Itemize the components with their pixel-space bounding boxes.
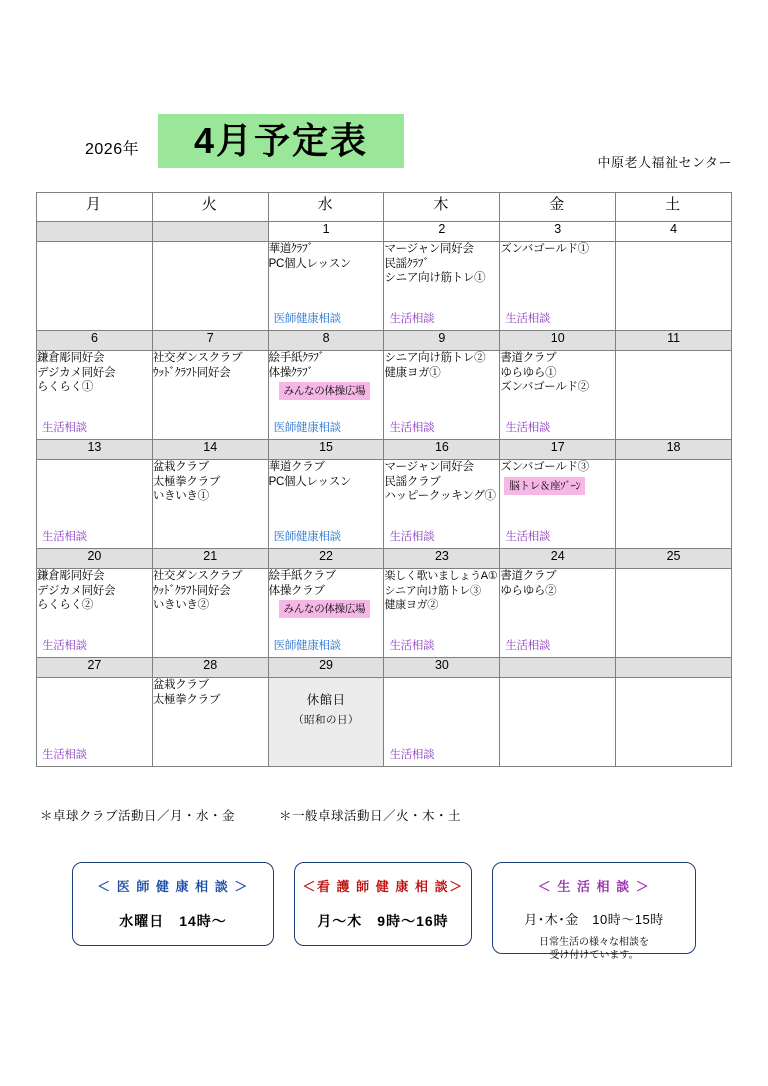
day-cell xyxy=(152,242,268,331)
date-cell: 3 xyxy=(500,222,616,242)
consult-label: 生活相談 xyxy=(389,640,435,652)
event-text: ゆらゆら① xyxy=(500,366,557,379)
event-text: らくらく① xyxy=(37,381,93,393)
event-text: シニア向け筋トレ① xyxy=(384,272,486,284)
day-cell xyxy=(152,678,268,767)
event-text: 絵手紙クラブ xyxy=(268,570,336,582)
event-text: シニア向け筋トレ② xyxy=(384,352,486,364)
event-text: 書道クラブ xyxy=(500,570,557,582)
consult-label: 生活相談 xyxy=(42,640,87,652)
weekday-fri: 金 xyxy=(500,193,616,222)
life-consult-box xyxy=(492,862,696,961)
day-cell xyxy=(616,242,732,331)
date-row xyxy=(37,658,732,678)
date-cell xyxy=(500,658,616,678)
date-cell: 7 xyxy=(152,331,268,351)
info-box-group xyxy=(72,858,696,961)
consult-label: 医師健康相談 xyxy=(273,313,341,325)
event-badge: みんなの体操広場 xyxy=(279,382,371,400)
doctor-consult-hours: 水曜日 14時〜 xyxy=(119,913,227,929)
nurse-consult-hours: 月〜木 9時〜16時 xyxy=(317,913,449,929)
date-row xyxy=(37,440,732,460)
event-text: 華道クラブ xyxy=(268,461,325,473)
day-cell xyxy=(384,460,500,549)
event-text: マージャン同好会 xyxy=(384,461,474,473)
event-text: PC個人レッスン xyxy=(268,257,352,270)
date-cell: 27 xyxy=(37,658,153,678)
date-cell: 2 xyxy=(384,222,500,242)
date-row xyxy=(37,331,732,351)
day-cell xyxy=(384,351,500,440)
event-text: 絵手紙ｸﾗﾌﾞ xyxy=(268,352,325,364)
date-cell xyxy=(616,658,732,678)
day-cell xyxy=(37,460,153,549)
event-text: 体操ｸﾗﾌﾞ xyxy=(268,366,314,379)
consult-label: 生活相談 xyxy=(505,313,551,325)
event-text: デジカメ同好会 xyxy=(37,584,116,597)
footnotes xyxy=(40,806,732,824)
event-badge: みんなの体操広場 xyxy=(279,600,371,618)
date-cell xyxy=(152,222,268,242)
event-text: 民謡クラブ xyxy=(384,475,441,488)
event-text: いきいき② xyxy=(152,599,209,611)
event-text: 健康ヨガ① xyxy=(384,366,441,379)
event-text: ズンバゴールド③ xyxy=(500,461,589,473)
event-text: 華道ｸﾗﾌﾞ xyxy=(268,243,314,255)
calendar-table xyxy=(36,192,732,767)
footnote-table-tennis-club: ＊卓球クラブ活動日／月・水・金 xyxy=(40,809,236,823)
event-text: 盆栽クラブ xyxy=(152,461,209,473)
date-cell: 25 xyxy=(616,549,732,569)
closed-label: 休館日 xyxy=(306,693,346,707)
event-text: いきいき① xyxy=(152,490,209,502)
weekday-wed: 水 xyxy=(268,193,384,222)
event-text: 健康ヨガ② xyxy=(384,599,438,611)
event-text: デジカメ同好会 xyxy=(37,366,116,379)
consult-label: 医師健康相談 xyxy=(273,640,341,652)
event-row xyxy=(37,569,732,658)
life-consult-note-2: 受け付けています。 xyxy=(549,950,639,961)
date-cell: 16 xyxy=(384,440,500,460)
date-cell: 17 xyxy=(500,440,616,460)
life-consult-note-1: 日常生活の様々な相談を xyxy=(539,937,649,948)
event-text: 社交ダンスクラブ xyxy=(152,352,243,364)
consult-label: 生活相談 xyxy=(389,313,435,325)
day-cell xyxy=(268,242,384,331)
event-badge: 脳トレ＆座ｿﾞｰﾝ xyxy=(504,477,585,495)
weekday-header-row xyxy=(37,193,732,222)
doctor-consult-box xyxy=(72,862,274,946)
day-cell xyxy=(500,242,616,331)
date-cell: 8 xyxy=(268,331,384,351)
consult-label: 生活相談 xyxy=(505,640,551,652)
day-cell xyxy=(616,460,732,549)
event-text: 民謡ｸﾗﾌﾞ xyxy=(384,257,429,270)
date-cell: 4 xyxy=(616,222,732,242)
event-text: 盆栽クラブ xyxy=(152,679,209,691)
page-header xyxy=(40,108,732,180)
consult-label: 生活相談 xyxy=(42,422,87,434)
day-cell xyxy=(384,678,500,767)
event-text: 社交ダンスクラブ xyxy=(152,570,243,582)
consult-label: 医師健康相談 xyxy=(273,422,341,434)
event-text: 鎌倉彫同好会 xyxy=(37,352,105,364)
date-cell: 21 xyxy=(152,549,268,569)
day-cell xyxy=(384,242,500,331)
date-cell: 29 xyxy=(268,658,384,678)
life-consult-title: ＜ 生 活 相 談 ＞ xyxy=(537,879,651,894)
event-text: シニア向け筋トレ③ xyxy=(384,584,481,597)
event-text: ズンバゴールド② xyxy=(500,381,589,393)
day-cell xyxy=(500,351,616,440)
day-cell xyxy=(616,351,732,440)
event-text: 鎌倉彫同好会 xyxy=(37,570,105,582)
day-cell xyxy=(616,569,732,658)
day-cell xyxy=(152,351,268,440)
date-cell: 1 xyxy=(268,222,384,242)
event-text: ハッピークッキング① xyxy=(384,490,496,502)
event-text: ズンバゴールド① xyxy=(500,243,589,255)
day-cell xyxy=(500,569,616,658)
consult-label: 生活相談 xyxy=(505,422,551,434)
weekday-thu: 木 xyxy=(384,193,500,222)
event-row xyxy=(37,460,732,549)
event-text: 太極拳クラブ xyxy=(152,475,221,488)
day-cell xyxy=(384,569,500,658)
event-row xyxy=(37,678,732,767)
nurse-consult-box xyxy=(294,862,472,946)
event-row xyxy=(37,351,732,440)
day-cell xyxy=(37,351,153,440)
day-cell xyxy=(37,242,153,331)
day-cell xyxy=(500,678,616,767)
center-name: 中原老人福祉センター xyxy=(597,155,732,170)
day-cell xyxy=(268,569,384,658)
day-cell xyxy=(616,678,732,767)
weekday-sat: 土 xyxy=(616,193,732,222)
event-text: 体操クラブ xyxy=(268,584,325,597)
closed-reason: （昭和の日） xyxy=(293,714,360,726)
consult-label: 生活相談 xyxy=(42,531,87,543)
date-cell: 13 xyxy=(37,440,153,460)
consult-label: 医師健康相談 xyxy=(273,531,341,543)
date-cell: 9 xyxy=(384,331,500,351)
event-text: 書道クラブ xyxy=(500,352,557,364)
event-text: PC個人レッスン xyxy=(268,475,352,488)
event-text: マージャン同好会 xyxy=(384,243,474,255)
event-text: 楽しく歌いましょうA① xyxy=(384,570,498,582)
date-cell: 30 xyxy=(384,658,500,678)
date-row xyxy=(37,549,732,569)
doctor-consult-title: ＜ 医 師 健 康 相 談 ＞ xyxy=(97,879,249,894)
day-cell xyxy=(152,460,268,549)
event-text: ゆらゆら② xyxy=(500,584,557,597)
event-text: ｳｯﾄﾞｸﾗﾌﾄ同好会 xyxy=(152,366,231,379)
date-cell: 28 xyxy=(152,658,268,678)
day-cell xyxy=(268,460,384,549)
page-title: 4月予定表 xyxy=(193,120,369,161)
event-text: 太極拳クラブ xyxy=(152,693,221,706)
weekday-mon: 月 xyxy=(37,193,153,222)
date-cell: 6 xyxy=(37,331,153,351)
day-cell xyxy=(500,460,616,549)
event-text: ｳｯﾄﾞｸﾗﾌﾄ同好会 xyxy=(152,584,231,597)
date-cell: 20 xyxy=(37,549,153,569)
consult-label: 生活相談 xyxy=(42,749,87,761)
date-cell: 22 xyxy=(268,549,384,569)
nurse-consult-title: ＜看 護 師 健 康 相 談＞ xyxy=(302,879,464,894)
day-cell xyxy=(152,569,268,658)
consult-label: 生活相談 xyxy=(505,531,551,543)
date-cell: 23 xyxy=(384,549,500,569)
date-cell: 14 xyxy=(152,440,268,460)
year-label: 2026年 xyxy=(85,141,140,158)
consult-label: 生活相談 xyxy=(389,422,435,434)
day-cell xyxy=(268,351,384,440)
day-cell xyxy=(37,678,153,767)
event-text: らくらく② xyxy=(37,599,93,611)
consult-label: 生活相談 xyxy=(389,531,435,543)
consult-label: 生活相談 xyxy=(389,749,435,761)
date-cell: 10 xyxy=(500,331,616,351)
footnote-table-tennis-general: ＊一般卓球活動日／火・木・土 xyxy=(279,809,462,823)
date-cell: 11 xyxy=(616,331,732,351)
day-cell-closed xyxy=(268,678,384,767)
date-row xyxy=(37,222,732,242)
life-consult-hours: 月･木･金 10時〜15時 xyxy=(524,912,664,927)
day-cell xyxy=(37,569,153,658)
date-cell: 18 xyxy=(616,440,732,460)
date-cell: 24 xyxy=(500,549,616,569)
date-cell: 15 xyxy=(268,440,384,460)
event-row xyxy=(37,242,732,331)
date-cell xyxy=(37,222,153,242)
weekday-tue: 火 xyxy=(152,193,268,222)
